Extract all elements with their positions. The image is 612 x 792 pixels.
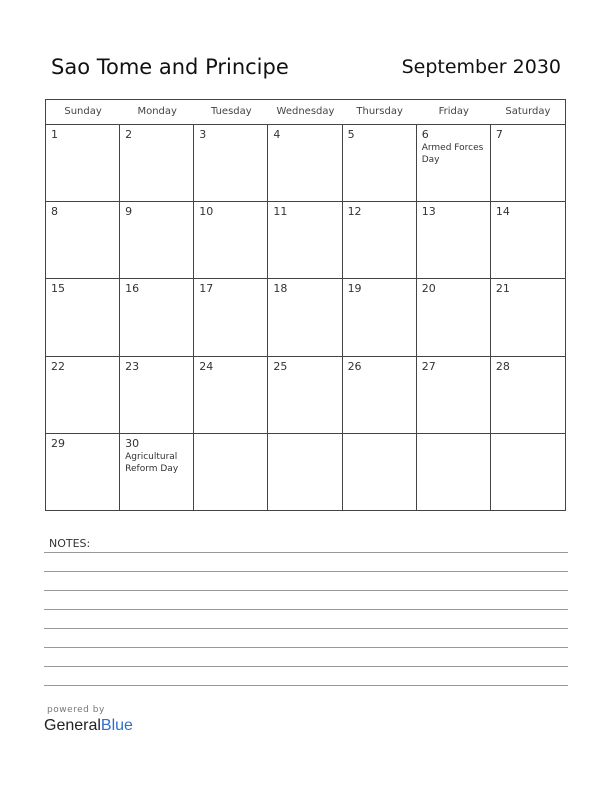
weekday-tuesday: Tuesday <box>211 106 252 117</box>
day-number: 4 <box>273 128 281 141</box>
day-number: 20 <box>421 282 436 296</box>
day-cell <box>343 279 417 356</box>
day-number: 6 <box>421 128 429 141</box>
day-cell <box>120 434 194 511</box>
day-number: 18 <box>273 282 288 296</box>
notes-line <box>44 590 568 591</box>
weekday-friday: Friday <box>438 106 469 117</box>
day-cell <box>343 202 417 279</box>
day-number: 22 <box>51 359 65 373</box>
day-cell <box>194 279 268 356</box>
day-cell <box>46 357 120 434</box>
day-number: 19 <box>347 282 362 296</box>
weekday-wednesday: Wednesday <box>276 106 335 117</box>
day-cell <box>491 125 565 202</box>
day-cell <box>46 434 120 511</box>
day-number: 15 <box>51 282 65 296</box>
day-number: 5 <box>347 128 355 141</box>
day-cell <box>417 434 491 511</box>
day-cell <box>46 279 120 356</box>
day-number: 7 <box>495 128 503 141</box>
day-number: 17 <box>199 282 214 296</box>
country-title: Sao Tome and Principe <box>51 55 289 79</box>
notes-line <box>44 571 568 572</box>
day-number: 2 <box>125 128 133 141</box>
day-cells <box>46 125 565 511</box>
notes-line <box>44 609 568 610</box>
day-cell <box>343 357 417 434</box>
day-cell <box>194 125 268 202</box>
day-cell <box>491 279 565 356</box>
holiday-label: Armed Forces Day <box>421 143 484 165</box>
day-cell <box>268 434 342 511</box>
notes-line <box>44 552 568 553</box>
day-cell <box>194 434 268 511</box>
day-cell <box>120 202 194 279</box>
weekday-header-row <box>46 100 565 125</box>
day-cell <box>417 357 491 434</box>
day-number: 11 <box>273 205 288 219</box>
day-cell <box>268 202 342 279</box>
day-cell <box>268 279 342 356</box>
day-cell <box>491 357 565 434</box>
day-number: 13 <box>421 205 436 219</box>
notes-line <box>44 666 568 667</box>
day-number: 26 <box>347 359 362 373</box>
notes-line <box>44 685 568 686</box>
day-cell <box>343 434 417 511</box>
day-cell <box>417 202 491 279</box>
weekday-thursday: Thursday <box>356 106 403 117</box>
weekday-sunday: Sunday <box>64 106 102 117</box>
day-number: 8 <box>51 205 58 219</box>
day-cell <box>120 125 194 202</box>
day-cell <box>343 125 417 202</box>
powered-by-text: powered by <box>47 705 105 715</box>
day-cell <box>268 125 342 202</box>
notes-line <box>44 628 568 629</box>
day-number: 1 <box>51 128 58 141</box>
day-number: 9 <box>125 205 133 219</box>
notes-label: NOTES: <box>49 537 91 550</box>
day-cell <box>417 279 491 356</box>
weekday-monday: Monday <box>137 106 177 117</box>
day-cell <box>491 202 565 279</box>
day-number: 16 <box>125 282 140 296</box>
day-cell <box>46 202 120 279</box>
weekday-saturday: Saturday <box>505 106 551 117</box>
day-number: 14 <box>495 205 510 219</box>
calendar-grid <box>45 99 566 511</box>
day-number: 3 <box>199 128 207 141</box>
day-cell <box>417 125 491 202</box>
logo-general: General <box>44 717 101 734</box>
day-cell <box>120 357 194 434</box>
day-cell <box>268 357 342 434</box>
day-number: 12 <box>347 205 362 219</box>
day-number: 10 <box>199 205 214 219</box>
day-cell <box>194 357 268 434</box>
day-number: 25 <box>273 359 288 373</box>
month-title: September 2030 <box>401 56 561 78</box>
generalblue-logo <box>44 717 133 735</box>
day-number: 21 <box>495 282 510 296</box>
day-cell <box>491 434 565 511</box>
day-number: 28 <box>495 359 510 373</box>
day-cell <box>46 125 120 202</box>
day-cell <box>120 279 194 356</box>
day-cell <box>194 202 268 279</box>
day-number: 27 <box>421 359 436 373</box>
day-number: 24 <box>199 359 214 373</box>
day-number: 29 <box>51 436 65 450</box>
notes-line <box>44 647 568 648</box>
day-number: 30 <box>125 436 140 450</box>
logo-blue: Blue <box>100 717 133 734</box>
day-number: 23 <box>125 359 140 373</box>
holiday-label: Agricultural Reform Day <box>125 451 179 474</box>
